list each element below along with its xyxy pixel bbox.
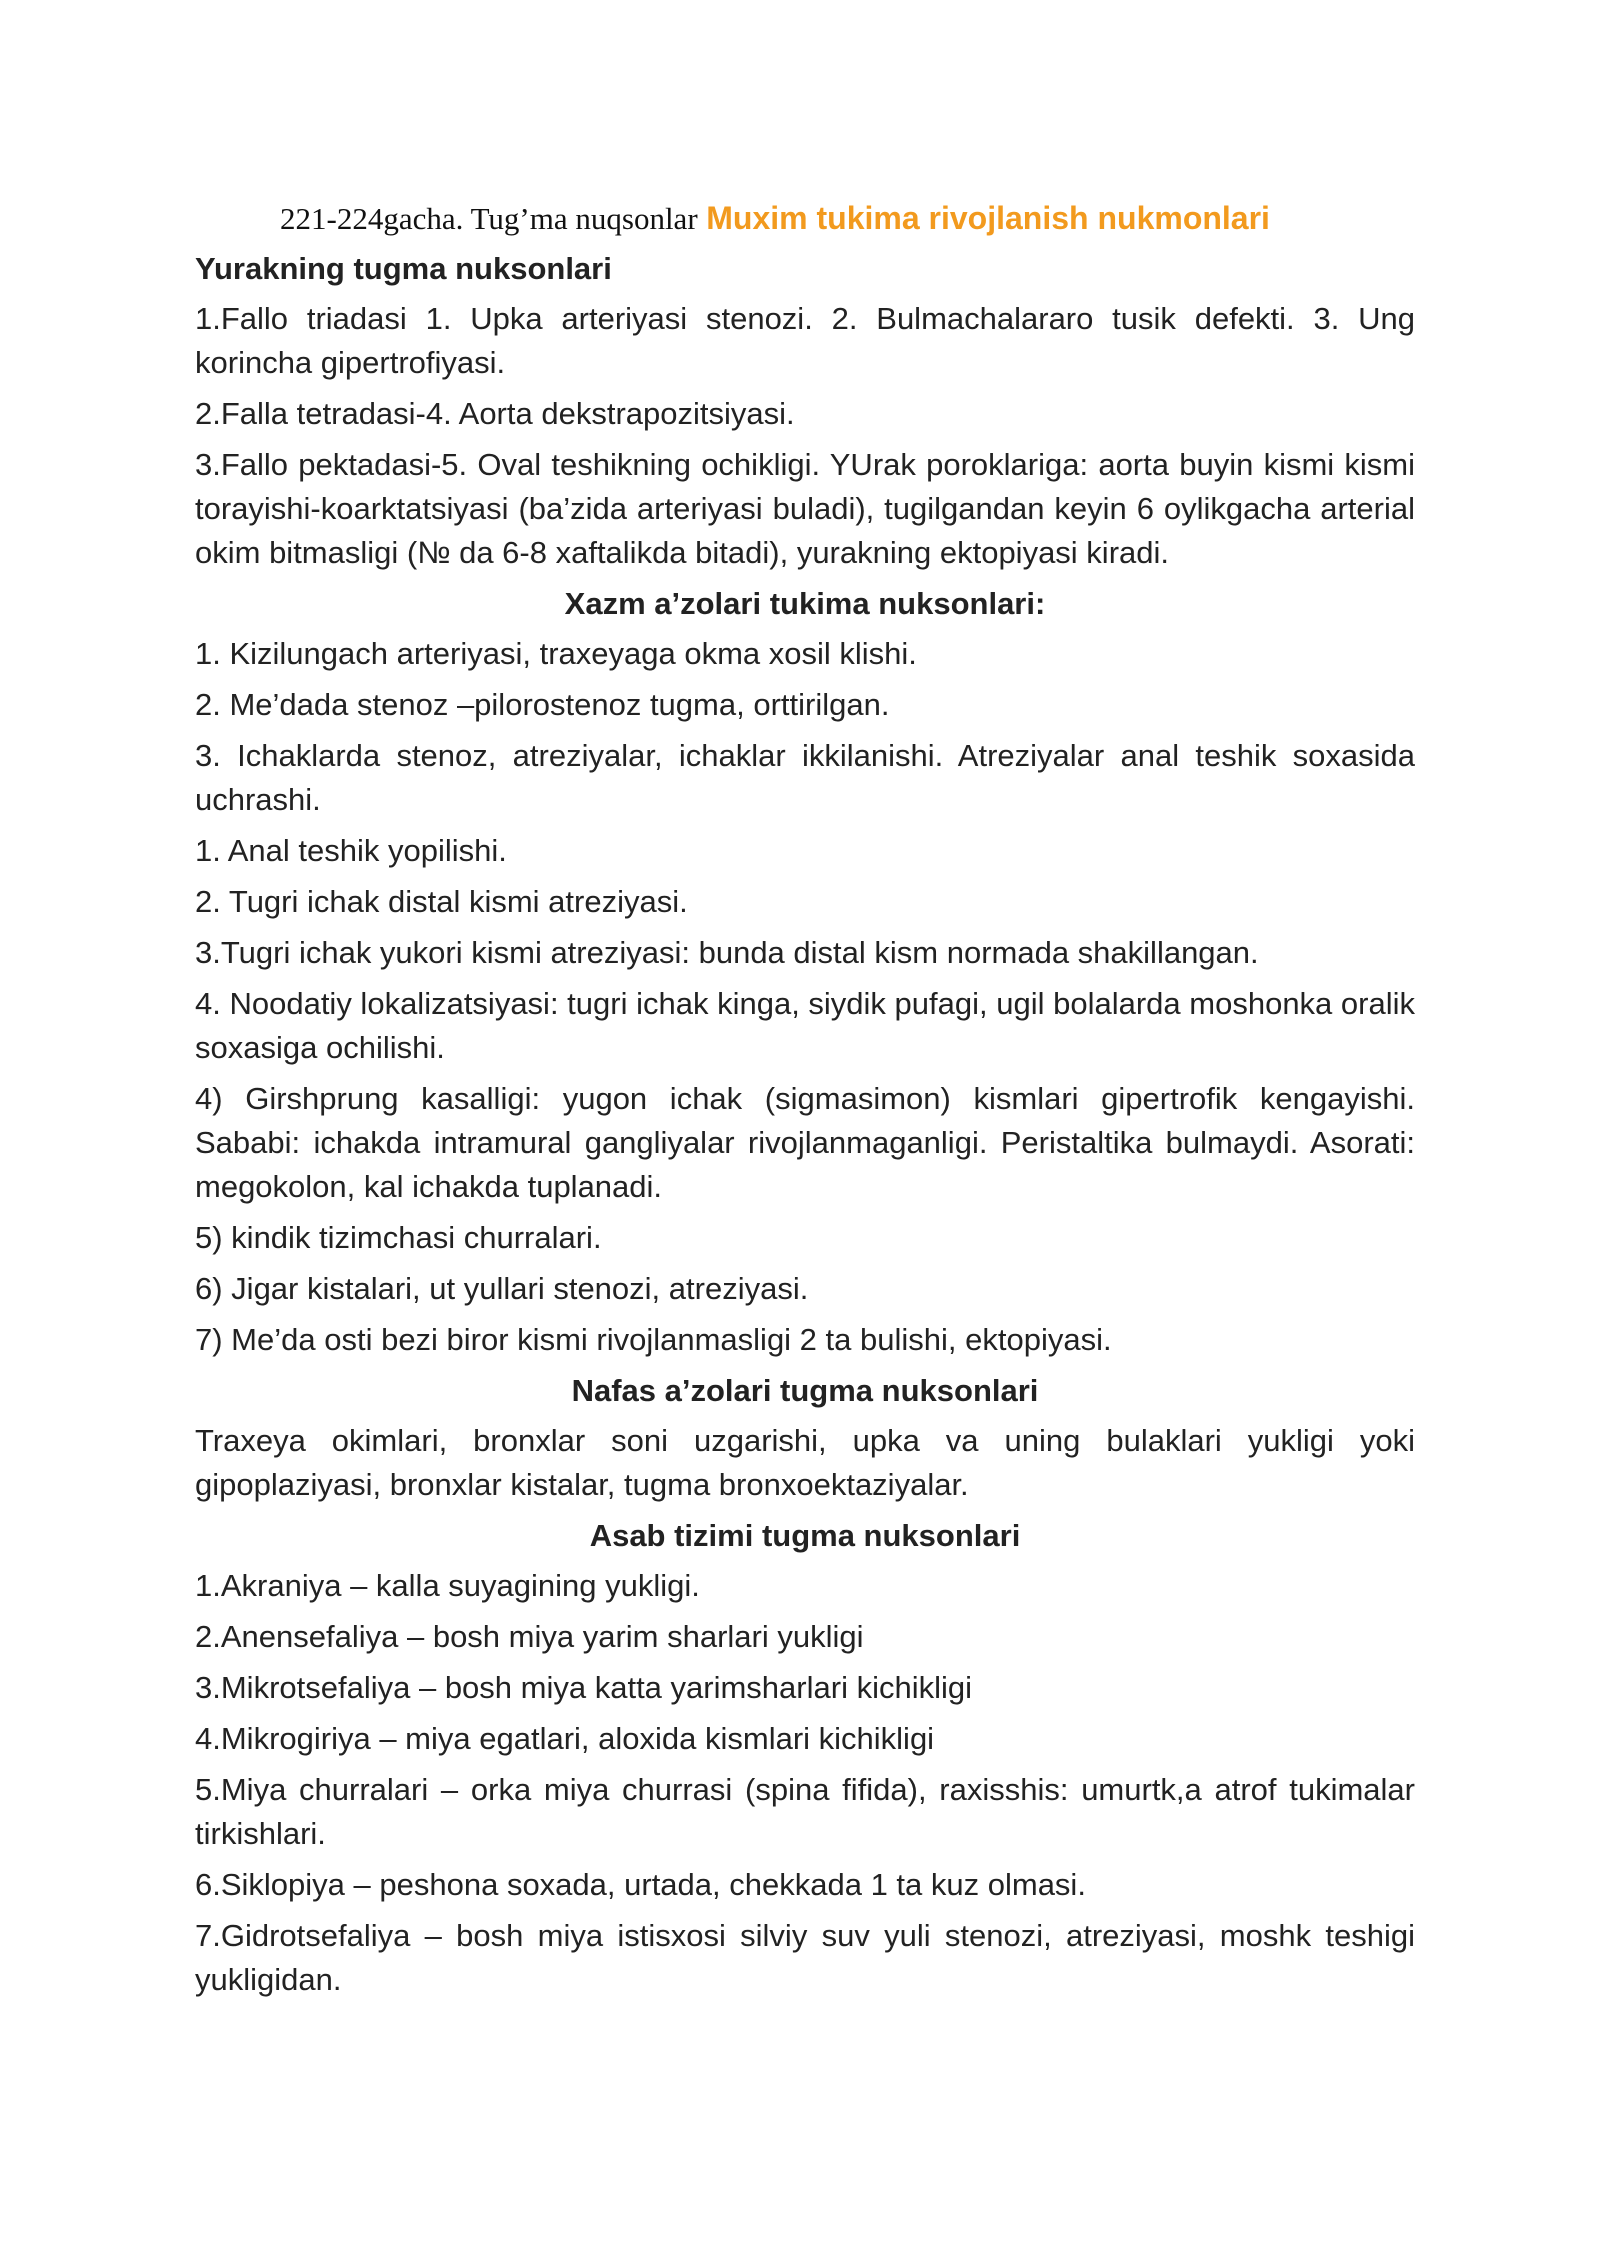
paragraph: 5.Miya churralari – orka miya churrasi (spina fifida), raxisshis: umurtk,a atrof tukimalar tirkishlari. (195, 1772, 1415, 1851)
document-page (195, 196, 1415, 2009)
paragraph: 6) Jigar kistalari, ut yullari stenozi, atreziyasi. (195, 1271, 809, 1306)
paragraph: 3.Mikrotsefaliya – bosh miya katta yarimsharlari kichikligi (195, 1670, 972, 1705)
section-heading-nervous: Asab tizimi tugma nuksonlari (589, 1518, 1021, 1553)
paragraph: 1.Fallo triadasi 1. Upka arteriyasi stenozi. 2. Bulmachalararo tusik defekti. 3. Ung korincha gipertrofiyasi. (195, 301, 1415, 380)
paragraph: 4. Noodatiy lokalizatsiyasi: tugri ichak kinga, siydik pufagi, ugil bolalarda moshonka oralik soxasiga ochilishi. (195, 986, 1415, 1065)
section-heading-digestive: Xazm a’zolari tukima nuksonlari: (564, 586, 1046, 621)
paragraph: 3. Ichaklarda stenoz, atreziyalar, ichaklar ikkilanishi. Atreziyalar anal teshik soxasida uchrashi. (195, 738, 1415, 817)
paragraph: 3.Fallo pektadasi-5. Oval teshikning ochikligi. YUrak poroklariga: aorta buyin kismi kismi torayishi-koarktatsiyasi (ba’zida arteriyasi buladi), tugilgandan keyin 6 oylikgacha arterial okim bitmasligi (№ da 6-8 xaftalikda bitadi), yurakning ektopiyasi kiradi. (195, 447, 1415, 570)
section-heading-heart: Yurakning tugma nuksonlari (195, 251, 612, 286)
paragraph: 2. Me’dada stenoz –pilorostenoz tugma, orttirilgan. (195, 687, 890, 722)
paragraph: 2.Anensefaliya – bosh miya yarim sharlari yukligi (195, 1619, 864, 1654)
paragraph: 5) kindik tizimchasi churralari. (195, 1220, 602, 1255)
paragraph: Traxeya okimlari, bronxlar soni uzgarishi, upka va uning bulaklari yukligi yoki gipoplaziyasi, bronxlar kistalar, tugma bronxoektaziyalar. (195, 1423, 1415, 1502)
paragraph: 4.Mikrogiriya – miya egatlari, aloxida kismlari kichikligi (195, 1721, 935, 1756)
paragraph: 2. Tugri ichak distal kismi atreziyasi. (195, 884, 688, 919)
page-title (195, 196, 1415, 241)
paragraph: 1.Akraniya – kalla suyagining yukligi. (195, 1568, 700, 1603)
paragraph: 6.Siklopiya – peshona soxada, urtada, chekkada 1 ta kuz olmasi. (195, 1867, 1086, 1902)
section-heading-respiratory: Nafas a’zolari tugma nuksonlari (571, 1373, 1039, 1408)
paragraph: 7) Me’da osti bezi biror kismi rivojlanmasligi 2 ta bulishi, ektopiyasi. (195, 1322, 1112, 1357)
title-highlight: Muxim tukima rivojlanish nukmonlari (706, 200, 1270, 236)
paragraph: 3.Tugri ichak yukori kismi atreziyasi: bunda distal kism normada shakillangan. (195, 935, 1259, 970)
title-prefix: 221-224gacha. Tug’ma nuqsonlar (280, 201, 698, 236)
paragraph: 7.Gidrotsefaliya – bosh miya istisxosi silviy suv yuli stenozi, atreziyasi, moshk teshigi yukligidan. (195, 1918, 1415, 1997)
paragraph: 2.Falla tetradasi-4. Aorta dekstrapozitsiyasi. (195, 396, 795, 431)
paragraph: 1. Kizilungach arteriyasi, traxeyaga okma xosil klishi. (195, 636, 917, 671)
paragraph: 4) Girshprung kasalligi: yugon ichak (sigmasimon) kismlari gipertrofik kengayishi. Sababi: ichakda intramural gangliyalar rivojlanmaganligi. Peristaltika bulmaydi. Asorati: megokolon, kal ichakda tuplanadi. (195, 1081, 1415, 1204)
paragraph: 1. Anal teshik yopilishi. (195, 833, 507, 868)
